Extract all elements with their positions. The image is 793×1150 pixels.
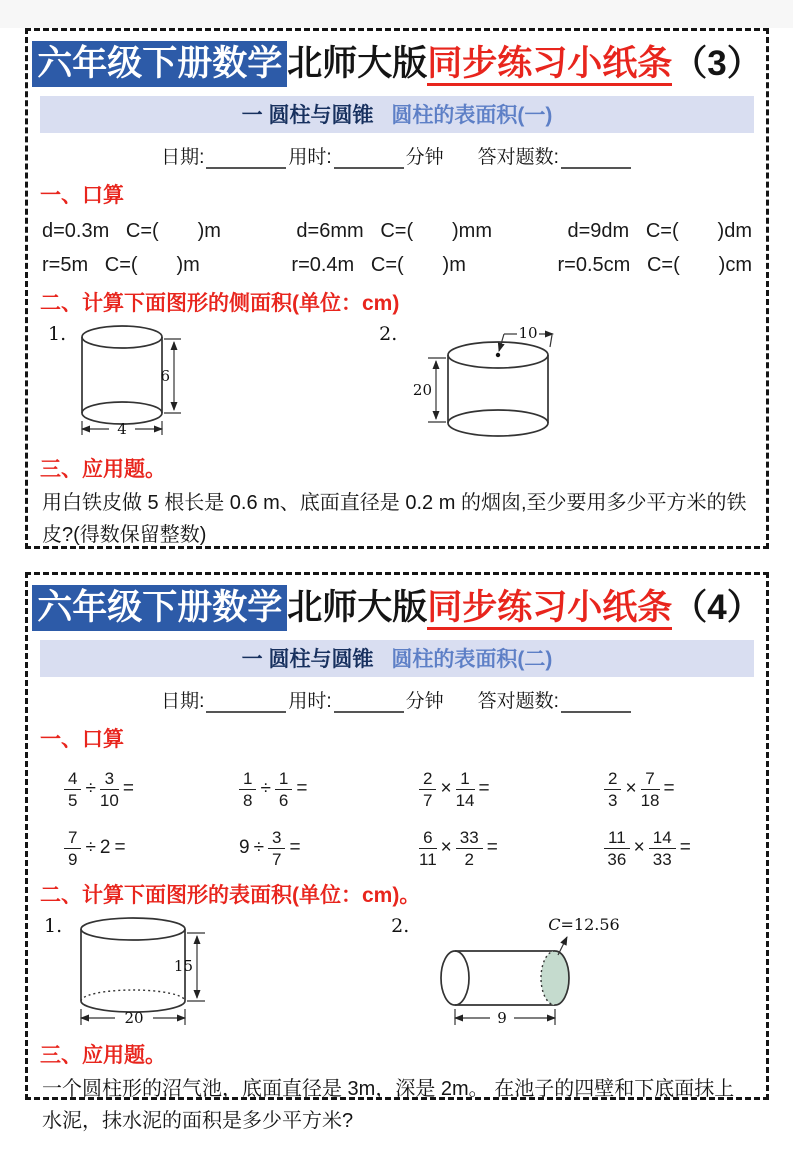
- section-heading-word-problem: 三、应用题。: [40, 1043, 166, 1067]
- section-heading-surface-area: 二、计算下面图形的表面积(单位：cm)。: [40, 883, 421, 907]
- banner-topic: 圆柱的表面积(二): [391, 647, 553, 671]
- math-text: ×: [625, 778, 637, 800]
- score-label: 答对题数:: [477, 146, 559, 168]
- math-text: =: [122, 778, 134, 800]
- height-label: 15: [174, 956, 194, 975]
- score-label: 答对题数:: [477, 690, 559, 712]
- figure-row: [42, 321, 766, 443]
- minutes-label: 分钟: [405, 690, 444, 712]
- math-text: ×: [440, 778, 452, 800]
- banner-unit: 一 圆柱与圆锥: [241, 647, 374, 671]
- time-blank: [334, 145, 404, 169]
- fraction: $\frac{33}{2}$: [456, 828, 483, 869]
- title-publisher: 北师大版: [287, 588, 428, 627]
- cylinder-figure-svg: [67, 321, 197, 439]
- fraction-problem: [602, 828, 750, 869]
- cylinder-figure-svg: [398, 321, 588, 443]
- section-heading-word-problem: 三、应用题。: [40, 457, 166, 481]
- oral-item: d=6mm C=( )mm: [296, 219, 492, 242]
- section-heading-oral: 一、口算: [40, 183, 124, 207]
- figure-label: 2.: [379, 322, 398, 345]
- length-label: 9: [497, 1008, 508, 1027]
- title-highlight: 六年级下册数学: [32, 41, 287, 87]
- banner-topic: 圆柱的表面积(一): [391, 103, 553, 127]
- math-text: ×: [633, 837, 645, 859]
- oral-item: r=0.4m C=( )m: [291, 253, 466, 276]
- time-label: 用时:: [288, 690, 332, 712]
- fraction: $\frac{4}{5}$: [64, 769, 81, 810]
- score-blank: [561, 689, 631, 713]
- title-series: 同步练习小纸条: [427, 588, 672, 630]
- figure-label: 1.: [48, 322, 67, 345]
- math-text: =: [114, 837, 126, 859]
- fraction-problem: [62, 828, 237, 869]
- oral-item: d=9dm C=( )dm: [567, 219, 752, 242]
- diameter-label: 4: [117, 419, 127, 438]
- fraction-problem: [417, 828, 602, 869]
- fraction-problem: [237, 828, 417, 869]
- fraction-problem: [602, 769, 750, 810]
- unit-banner: [40, 640, 754, 677]
- figure-cylinder-2: [379, 321, 588, 443]
- fraction: $\frac{6}{11}$: [419, 827, 437, 869]
- title-number: （4）: [672, 588, 762, 627]
- section-heading-lateral-area: 二、计算下面图形的侧面积(单位：cm): [40, 291, 400, 315]
- cylinder-figure-svg: [410, 913, 625, 1028]
- figure-cylinder-1: [44, 913, 223, 1029]
- minutes-label: 分钟: [405, 146, 444, 168]
- oral-row: [42, 254, 752, 277]
- meta-line: [28, 142, 766, 169]
- math-text: ×: [440, 837, 452, 859]
- title-series: 同步练习小纸条: [427, 44, 672, 86]
- meta-line: [28, 686, 766, 713]
- section-heading-oral: 一、口算: [40, 727, 124, 751]
- fraction-problem: [62, 769, 237, 810]
- worksheet-title: [28, 585, 766, 631]
- fraction: $\frac{7}{18}$: [640, 768, 660, 810]
- fraction: $\frac{3}{10}$: [99, 768, 119, 810]
- height-label: 6: [160, 366, 171, 385]
- math-text: =: [679, 837, 691, 859]
- fraction-problem-grid: [62, 769, 750, 869]
- oral-item: d=0.3m C=( )m: [42, 219, 221, 242]
- fraction: $\frac{14}{33}$: [649, 828, 676, 869]
- diameter-label: 20: [124, 1008, 144, 1027]
- title-number: （3）: [672, 44, 762, 83]
- math-text: ÷: [260, 778, 271, 800]
- time-blank: [334, 689, 404, 713]
- math-text: =: [486, 837, 498, 859]
- fraction: $\frac{7}{9}$: [64, 828, 81, 869]
- score-blank: [561, 145, 631, 169]
- figure-cylinder-1: [48, 321, 197, 439]
- math-text: 2: [99, 837, 111, 859]
- math-text: =: [296, 778, 308, 800]
- math-text: ÷: [85, 778, 96, 800]
- circumference-label: C=12.56: [548, 914, 621, 934]
- title-highlight: 六年级下册数学: [32, 585, 287, 631]
- fraction-problem: [417, 769, 602, 810]
- math-text: ÷: [85, 837, 96, 859]
- date-label: 日期:: [161, 146, 205, 168]
- figure-row: [42, 913, 766, 1029]
- title-publisher: 北师大版: [287, 44, 428, 83]
- word-problem-text: 用白铁皮做 5 根长是 0.6 m、底面直径是 0.2 m 的烟囱,至少要用多少平方米的铁皮?(得数保留整数): [42, 491, 747, 546]
- figure-label: 1.: [44, 914, 63, 937]
- oral-item: r=0.5cm C=( )cm: [557, 253, 752, 276]
- height-label: 20: [413, 380, 433, 399]
- word-problem-text: 一个圆柱形的沼气池，底面直径是 3m，深是 2m。 在池子的四壁和下底面抹上水泥，抹水泥的面积是多少平方米?: [42, 1077, 735, 1132]
- worksheet-card-3: [25, 28, 769, 549]
- math-text: ÷: [253, 837, 265, 859]
- date-blank: [206, 145, 286, 169]
- figure-label: 2.: [391, 914, 410, 937]
- unit-banner: [40, 96, 754, 133]
- banner-unit: 一 圆柱与圆锥: [241, 103, 374, 127]
- math-text: 9: [239, 837, 250, 859]
- fraction: $\frac{2}{7}$: [419, 769, 436, 810]
- fraction: $\frac{3}{7}$: [268, 828, 285, 869]
- figure-cylinder-2: [391, 913, 625, 1028]
- fraction: $\frac{1}{14}$: [455, 768, 475, 810]
- radius-label: 10: [518, 323, 538, 342]
- fraction: $\frac{1}{8}$: [239, 769, 256, 810]
- math-text: =: [478, 778, 490, 800]
- fraction: $\frac{11}{36}$: [604, 828, 630, 869]
- oral-row: [42, 220, 752, 243]
- fraction-problem: [237, 769, 417, 810]
- date-label: 日期:: [161, 690, 205, 712]
- cylinder-figure-svg: [63, 913, 223, 1029]
- fraction: $\frac{2}{3}$: [604, 769, 621, 810]
- oral-item: r=5m C=( )m: [42, 253, 200, 276]
- math-text: =: [289, 837, 301, 859]
- worksheet-title: [28, 41, 766, 87]
- time-label: 用时:: [288, 146, 332, 168]
- date-blank: [206, 689, 286, 713]
- fraction: $\frac{1}{6}$: [275, 769, 292, 810]
- math-text: =: [663, 778, 675, 800]
- worksheet-card-4: [25, 572, 769, 1132]
